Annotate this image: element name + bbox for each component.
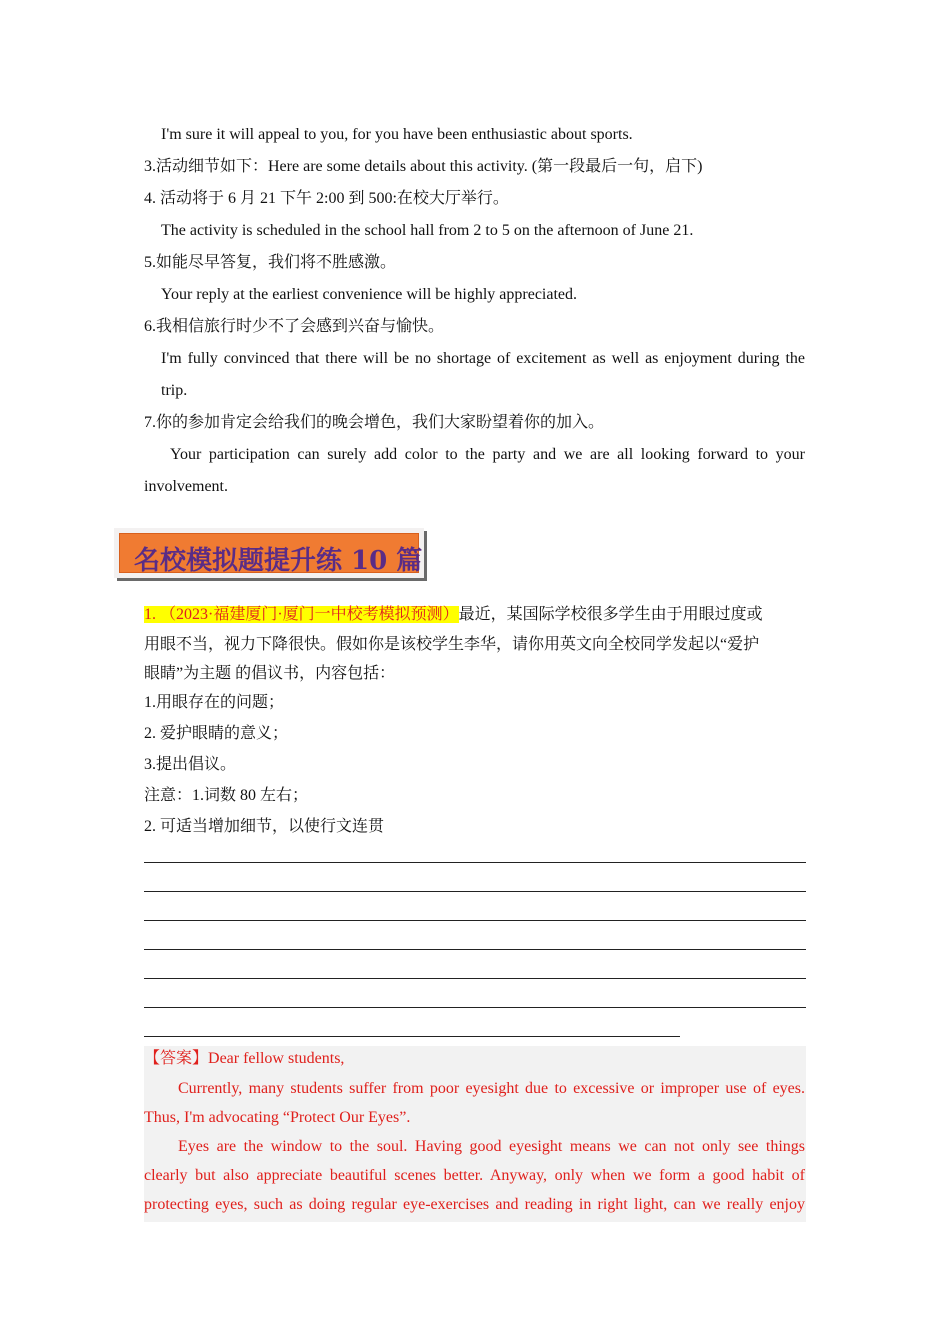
answer-text: Eyes are the window to the soul. Having good eyesight means we can not only see things <box>178 1138 805 1155</box>
text-line: The activity is scheduled in the school hall from 2 to 5 on the afternoon of June 21. <box>161 222 694 239</box>
answer-text: Currently, many students suffer from poor eyesight due to excessive or improper use of eyes. <box>178 1080 805 1097</box>
text-line: 4. 活动将于 6 月 21 下午 2:00 到 500:在校大厅举行。 <box>144 190 509 207</box>
section-banner <box>114 528 424 578</box>
text-line: Your reply at the earliest convenience will be highly appreciated. <box>161 286 578 303</box>
question-item: 2. 爱护眼睛的意义； <box>144 725 289 742</box>
question-note: 注意：1.词数 80 左右； <box>144 787 309 804</box>
writing-line <box>144 920 806 921</box>
writing-line <box>144 1036 680 1037</box>
question-text: 最近，某国际学校很多学生由于用眼过度或 <box>458 606 763 623</box>
question-source: 1. （2023·福建厦门·厦门一中校考模拟预测） <box>144 606 459 623</box>
answer-text: clearly but also appreciate beautiful scenes better. Anyway, only when we form a good habit of <box>144 1167 805 1184</box>
writing-line <box>144 949 806 950</box>
text-line: I'm sure it will appeal to you, for you have been enthusiastic about sports. <box>161 126 633 143</box>
question-first-line <box>144 604 763 626</box>
text-line: 7.你的参加肯定会给我们的晚会增色，我们大家盼望着你的加入。 <box>144 414 605 431</box>
question-text: 用眼不当，视力下降很快。假如你是该校学生李华，请你用英文向全校同学发起以“爱护 <box>144 636 760 653</box>
answer-text: protecting eyes, such as doing regular eye-exercises and reading in right light, can we really enjoy <box>144 1196 805 1213</box>
banner-title: 名校模拟题提升练 10 篇 <box>134 546 423 576</box>
writing-line <box>144 978 806 979</box>
text-line: trip. <box>161 382 188 399</box>
question-text: 眼睛”为主题 的倡议书，内容包括： <box>144 665 396 682</box>
writing-line <box>144 1007 806 1008</box>
question-note: 2. 可适当增加细节，以使行文连贯 <box>144 818 385 835</box>
writing-line <box>144 891 806 892</box>
text-line: involvement. <box>144 478 228 495</box>
text-line: 6.我相信旅行时少不了会感到兴奋与愉快。 <box>144 318 445 335</box>
banner-box <box>119 533 423 576</box>
writing-line <box>144 862 806 863</box>
answer-text: Thus, I'm advocating “Protect Our Eyes”. <box>144 1109 411 1126</box>
answer-label: 【答案】 <box>144 1050 209 1067</box>
question-item: 3.提出倡议。 <box>144 756 237 773</box>
text-line: 5.如能尽早答复，我们将不胜感激。 <box>144 254 397 271</box>
question-item: 1.用眼存在的问题； <box>144 694 285 711</box>
text-line: Your participation can surely add color to the party and we are all looking forward to your <box>170 446 805 463</box>
text-line: 3.活动细节如下：Here are some details about this activity. (第一段最后一句，启下) <box>144 158 703 175</box>
text-line: I'm fully convinced that there will be no shortage of excitement as well as enjoyment during the <box>161 350 805 367</box>
answer-first-line <box>144 1048 344 1070</box>
answer-text: Dear fellow students, <box>208 1050 345 1067</box>
